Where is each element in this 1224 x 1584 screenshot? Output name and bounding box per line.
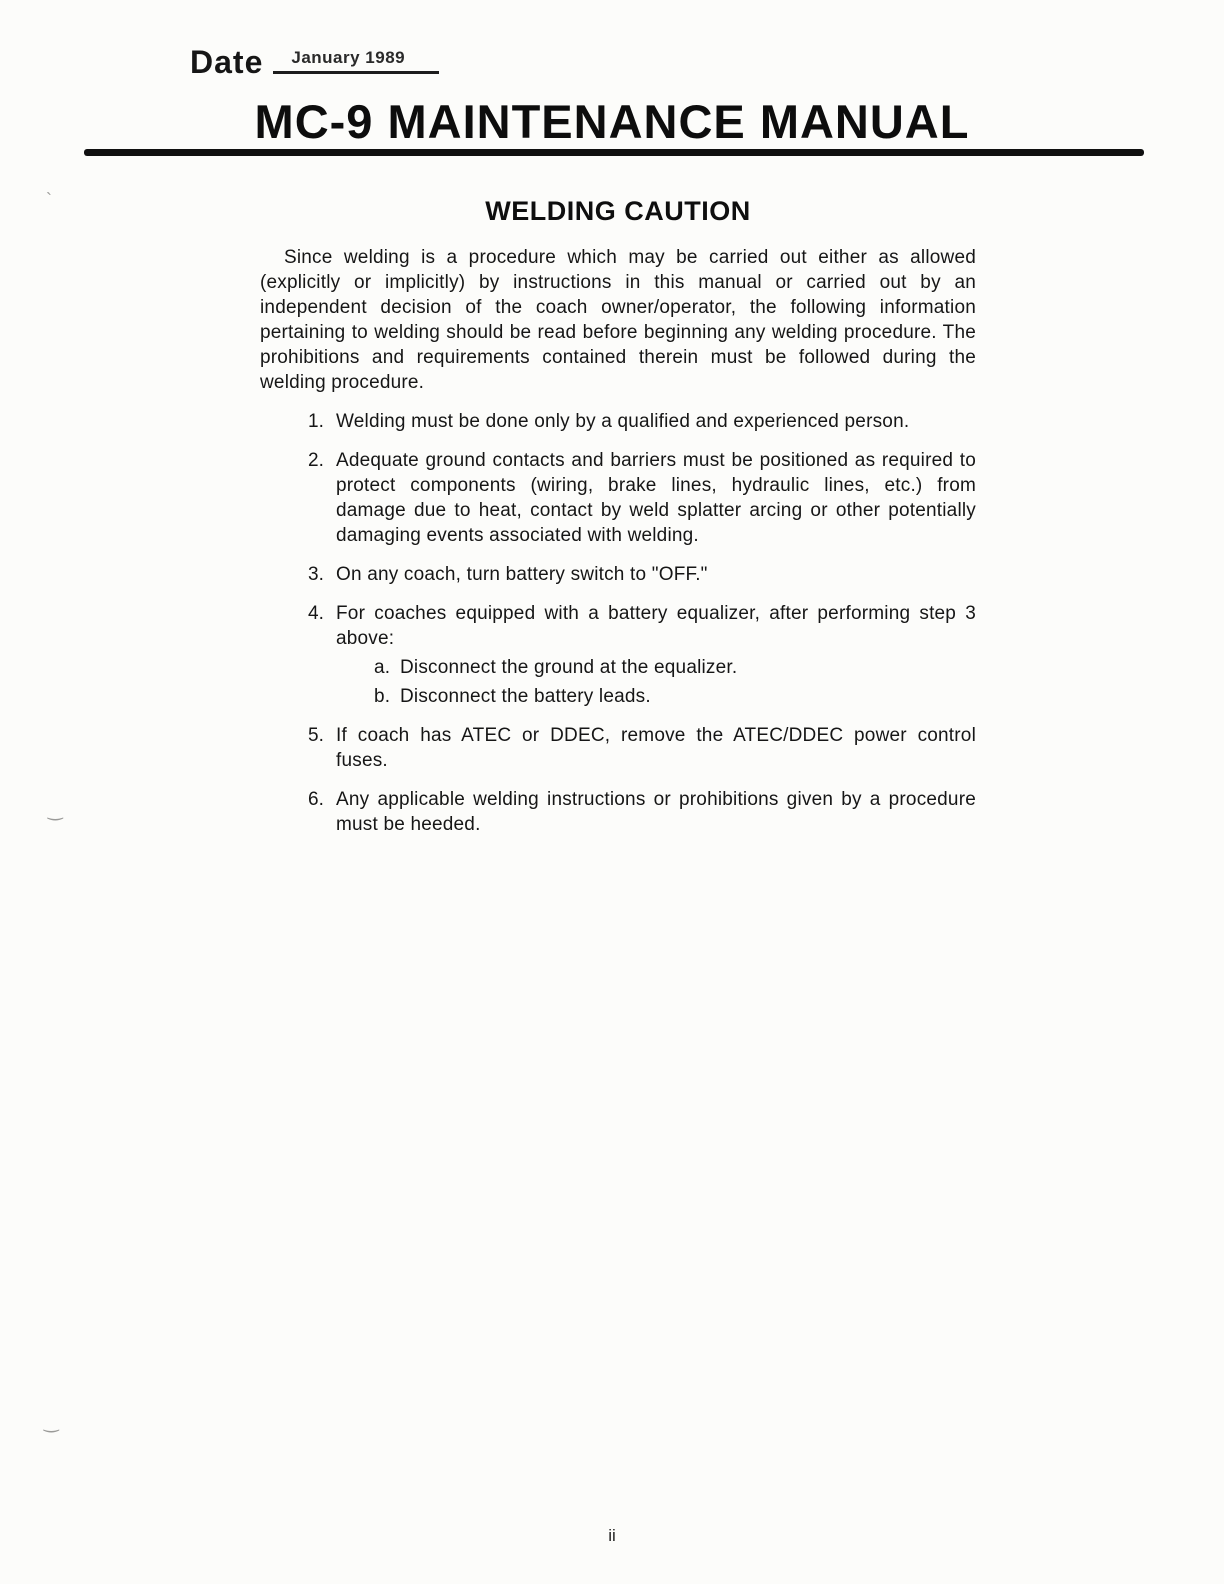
list-item-number: 5. xyxy=(308,725,324,746)
list-item-number: 4. xyxy=(308,603,324,624)
sub-item-text: Disconnect the battery leads. xyxy=(400,686,651,707)
list-item-text: Adequate ground contacts and barriers must be positioned as required to protect components (wiring, brake lines, hydraulic lines, etc.) from damage due to heat, contact by weld splatter arcing or other potentially damaging events associated with welding. xyxy=(336,450,976,546)
scan-artifact: ‿ xyxy=(48,800,63,820)
date-label: Date xyxy=(190,44,264,80)
document-body xyxy=(260,196,976,837)
list-item-text: Any applicable welding instructions or prohibitions given by a procedure must be heeded. xyxy=(336,789,976,835)
page-number: ii xyxy=(608,1526,616,1545)
sub-list-item xyxy=(374,684,976,709)
intro-paragraph: Since welding is a procedure which may be carried out either as allowed (explicitly or implicitly) by instructions in this manual or carried out by an independent decision of the coach owner/operator, the following information pertaining to welding should be read before beginning any welding procedure. The prohibitions and requirements contained therein must be followed during the welding procedure. xyxy=(260,247,976,393)
list-item xyxy=(308,723,976,773)
list-item-text: Welding must be done only by a qualified and experienced person. xyxy=(336,411,910,432)
sub-list xyxy=(336,655,976,709)
list-item xyxy=(308,601,976,709)
page-title: MC-9 MAINTENANCE MANUAL xyxy=(254,95,970,148)
list-item xyxy=(308,562,976,587)
sub-list-item xyxy=(374,655,976,680)
sub-item-letter: a. xyxy=(374,657,391,678)
list-item-number: 6. xyxy=(308,789,324,810)
date-underline xyxy=(273,48,439,74)
caution-list xyxy=(260,409,976,837)
list-item-text-main: For coaches equipped with a battery equalizer, after performing step 3 above: xyxy=(336,603,976,649)
date-value: January 1989 xyxy=(291,48,406,67)
list-item-number: 3. xyxy=(308,564,324,585)
scan-artifact: ` xyxy=(46,190,52,210)
list-item-text: If coach has ATEC or DDEC, remove the ATEC/DDEC power control fuses. xyxy=(336,725,976,771)
sub-item-text: Disconnect the ground at the equalizer. xyxy=(400,657,738,678)
section-heading: WELDING CAUTION xyxy=(485,196,751,226)
list-item xyxy=(308,409,976,434)
scan-artifact: ‿ xyxy=(44,1412,59,1432)
title-rule xyxy=(84,149,1144,156)
list-item-text: On any coach, turn battery switch to "OFF." xyxy=(336,564,708,585)
list-item-number: 2. xyxy=(308,450,324,471)
list-item-text xyxy=(336,601,976,709)
list-item-number: 1. xyxy=(308,411,324,432)
list-item xyxy=(308,787,976,837)
sub-item-letter: b. xyxy=(374,686,391,707)
list-item xyxy=(308,448,976,548)
date-row xyxy=(190,44,439,84)
